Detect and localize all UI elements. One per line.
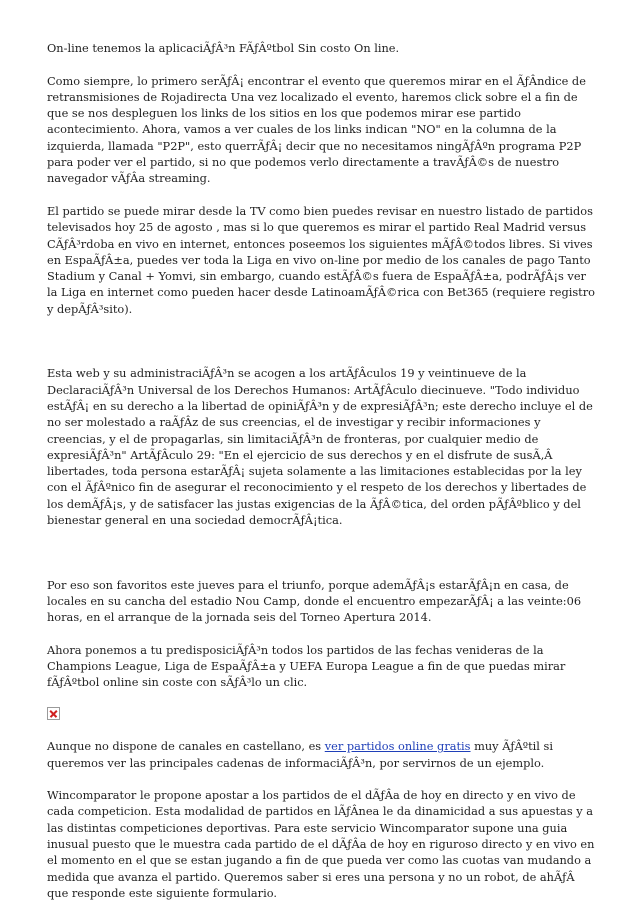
spacer: [47, 545, 595, 577]
channels-text-after: muy ÃƒÂºtil si queremos ver las principales cadenas de informaciÃƒÂ³n, por servirnos de un ejemplo.: [47, 739, 553, 770]
wincomparator-paragraph: Wincomparator le propone apostar a los partidos de el dÃƒÂa de hoy en directo y en vivo de cada competicion. Esta modalidad de partidos en lÃƒÂnea le da dinamicidad a sus apuestas y a las distintas competiciones deportivas. Para este servicio Wincomparator supone una guia inusual puesto que le muestra cada partido de el dÃƒÂa de hoy en riguroso directo y en vivo en el momento en el que se estan jugando a fin de que pueda ver como las cuotas van mudando a medida que avanza el partido. Queremos saber si eres una persona y no un robot, de ahÃƒÂ que responde este siguiente formulario.: [47, 788, 595, 900]
ver-partidos-link[interactable]: ver partidos online gratis: [324, 739, 471, 754]
document-body: [47, 40, 595, 918]
tv-schedule-paragraph: El partido se puede mirar desde la TV como bien puedes revisar en nuestro listado de partidos televisados hoy 25 de agosto , mas si lo que queremos es mirar el partido Real Madrid versus CÃƒÂ³rdoba en vivo en internet, entonces poseemos los siguientes mÃƒÂ©todos libres. Si vives en EspaÃƒÂ±a, puedes ver toda la Liga en vivo on-line por medio de los canales de pago Tanto Stadium y Canal + Yomvi, sin embargo, cuando estÃƒÂ©s fuera de EspaÃƒÂ±a, podrÃƒÂ¡s ver la Liga en internet como pueden hacer desde LatinoamÃƒÂ©rica con Bet365 (requiere registro y depÃƒÂ³sito).: [47, 203, 595, 316]
image-container: [47, 707, 595, 728]
channels-paragraph: [47, 738, 595, 771]
spacer: [47, 333, 595, 365]
channels-text-before: Aunque no dispone de canales en castellano, es: [47, 739, 325, 754]
instructions-paragraph: Como siempre, lo primero serÃƒÂ¡ encontrar el evento que queremos mirar en el ÃƒÂndice de retransmisiones de Rojadirecta Una vez localizado el evento, haremos click sobre el a fin de que se nos despleguen los links de los sitios en los que podemos mirar ese partido acontecimiento. Ahora, vamos a ver cuales de los links indican "NO" en la columna de la izquierda, llamada "P2P", esto querrÃƒÂ¡ decir que no necesitamos ningÃƒÂºn programa P2P para poder ver el partido, si no que podemos verlo directamente a travÃƒÂ©s de nuestro navegador vÃƒÂa streaming.: [47, 73, 586, 186]
broken-image-icon: [47, 707, 60, 720]
legal-paragraph: Esta web y su administraciÃƒÂ³n se acogen a los artÃƒÂculos 19 y veintinueve de la DeclaraciÃƒÂ³n Universal de los Derechos Humanos: ArtÃƒÂculo diecinueve. "Todo individuo estÃƒÂ¡ en su derecho a la libertad de opiniÃƒÂ³n y de expresiÃƒÂ³n; este derecho incluye el de no ser molestado a raÃƒÂz de sus creencias, el de investigar y recibir informaciones y creencias, y el de propagarlas, sin limitaciÃƒÂ³n de fronteras, por cualquier medio de expresiÃƒÂ³n" ArtÃƒÂculo 29: "En el ejercicio de sus derechos y en el disfrute de susÃ‚Â libertades, toda persona estarÃƒÂ¡ sujeta solamente a las limitaciones establecidas por la ley con el ÃƒÂºnico fin de asegurar el reconocimiento y el respeto de los derechos y libertades de los demÃƒÂ¡s, y de satisfacer las justas exigencias de la ÃƒÂ©tica, del orden pÃƒÂºblico y del bienestar general en una sociedad democrÃƒÂ¡tica.: [47, 366, 593, 528]
champions-paragraph: Ahora ponemos a tu predisposiciÃƒÂ³n todos los partidos de las fechas venideras de la Champions League, Liga de EspaÃƒÂ±a y UEFA Europa League a fin de que puedas mirar fÃƒÂºtbol online sin coste con sÃƒÂ³lo un clic.: [47, 642, 566, 690]
intro-paragraph: On-line tenemos la aplicaciÃƒÂ³n FÃƒÂºtbol Sin costo On line.: [47, 41, 400, 55]
favorites-paragraph: Por eso son favoritos este jueves para el triunfo, porque ademÃƒÂ¡s estarÃƒÂ¡n en casa, de locales en su cancha del estadio Nou Camp, donde el encuentro empezarÃƒÂ¡ a las veinte:06 horas, en el arranque de la jornada seis del Torneo Apertura 2014.: [47, 577, 582, 625]
